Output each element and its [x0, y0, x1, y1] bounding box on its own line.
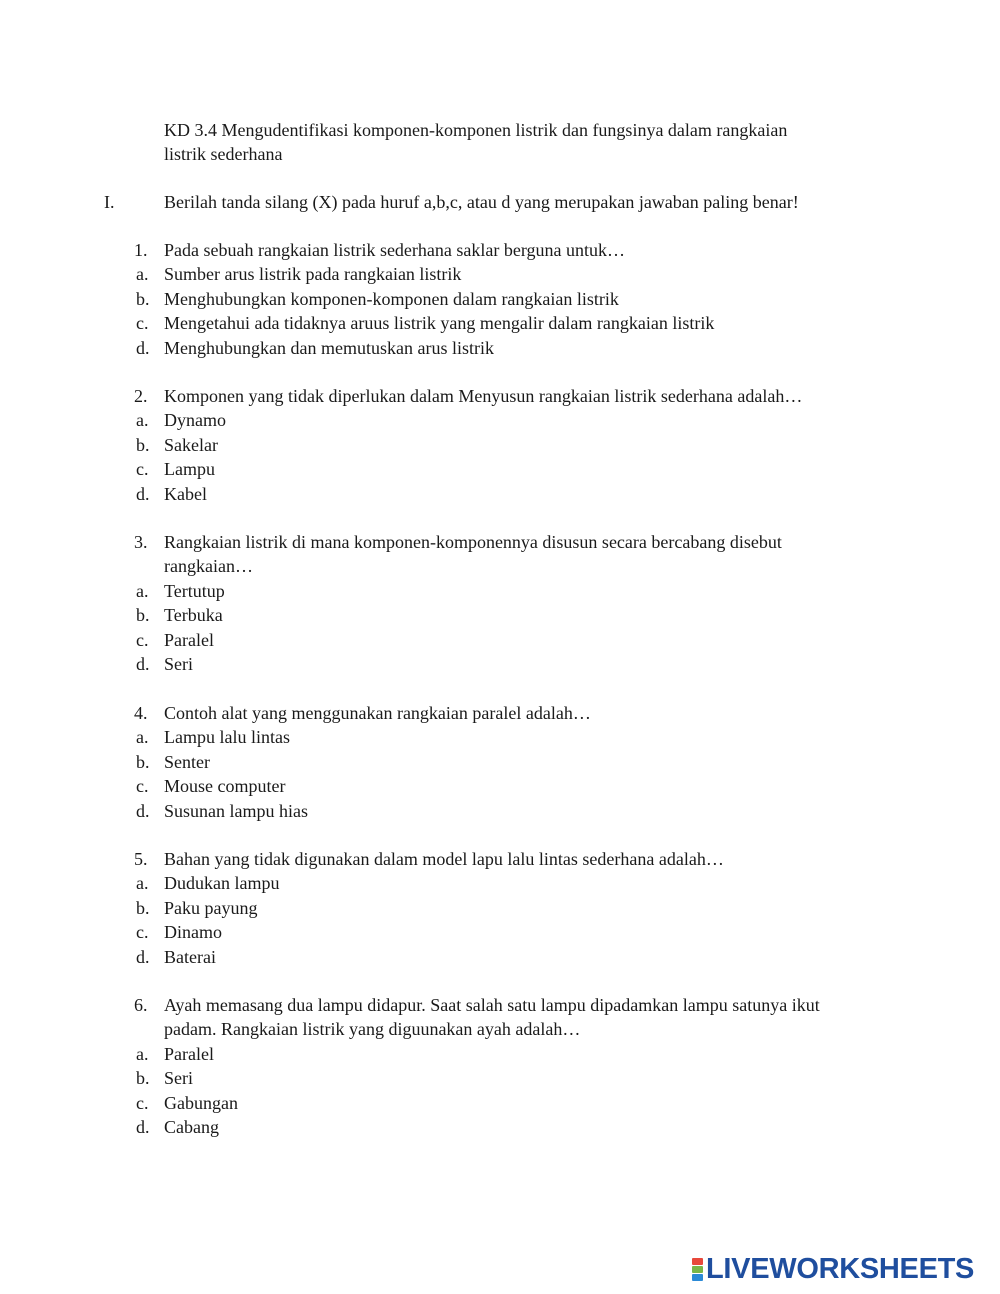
- question-line: [0, 384, 1000, 408]
- question-number: 4.: [134, 703, 148, 723]
- question-text: Ayah memasang dua lampu didapur. Saat salah satu lampu dipadamkan lampu satunya ikut: [164, 995, 820, 1015]
- option-letter: a.: [136, 1043, 149, 1064]
- competency-header: [164, 118, 864, 167]
- liveworksheets-logo: [692, 1254, 974, 1284]
- option-letter: d.: [136, 946, 150, 967]
- option-letter: b.: [136, 897, 150, 918]
- question-number: 5.: [134, 849, 148, 869]
- brand-text: LIVEWORKSHEETS: [706, 1253, 975, 1285]
- question-item: [0, 384, 1000, 506]
- answer-option[interactable]: [0, 1042, 1000, 1066]
- option-letter: d.: [136, 653, 150, 674]
- answer-option[interactable]: [0, 652, 1000, 676]
- answer-option[interactable]: [0, 1066, 1000, 1090]
- answer-option[interactable]: [0, 896, 1000, 920]
- option-letter: b.: [136, 605, 150, 626]
- option-letter: a.: [136, 727, 149, 748]
- option-text: Dudukan lampu: [164, 873, 280, 894]
- question-number: 6.: [134, 995, 148, 1015]
- answer-option[interactable]: [0, 287, 1000, 311]
- option-text: Mengetahui ada tidaknya aruus listrik yang mengalir dalam rangkaian listrik: [164, 313, 715, 334]
- logo-block: [692, 1266, 703, 1273]
- option-letter: a.: [136, 264, 149, 285]
- answer-option[interactable]: [0, 750, 1000, 774]
- option-letter: a.: [136, 580, 149, 601]
- question-text: Rangkaian listrik di mana komponen-komponennya disusun secara bercabang disebut: [164, 532, 782, 552]
- option-text: Seri: [164, 653, 193, 674]
- option-text: Cabang: [164, 1116, 219, 1137]
- option-letter: d.: [136, 337, 150, 358]
- option-text: Paku payung: [164, 897, 258, 918]
- answer-option[interactable]: [0, 725, 1000, 749]
- question-text: Contoh alat yang menggunakan rangkaian paralel adalah…: [164, 703, 591, 723]
- answer-option[interactable]: [0, 799, 1000, 823]
- option-text: Mouse computer: [164, 776, 286, 797]
- option-letter: c.: [136, 629, 149, 650]
- question-line: [0, 993, 1000, 1017]
- option-text: Susunan lampu hias: [164, 800, 308, 821]
- competency-line-2: listrik sederhana: [164, 144, 283, 165]
- answer-option[interactable]: [0, 774, 1000, 798]
- instruction-text: Berilah tanda silang (X) pada huruf a,b,c, atau d yang merupakan jawaban paling benar!: [164, 192, 799, 212]
- option-text: Paralel: [164, 1043, 214, 1064]
- question-number: 2.: [134, 386, 148, 406]
- liveworksheets-icon: [692, 1258, 703, 1281]
- option-letter: d.: [136, 483, 150, 504]
- question-item: [0, 701, 1000, 823]
- answer-option[interactable]: [0, 482, 1000, 506]
- option-letter: b.: [136, 434, 150, 455]
- option-letter: a.: [136, 873, 149, 894]
- option-letter: c.: [136, 313, 149, 334]
- question-number: 3.: [134, 532, 148, 552]
- question-text: Pada sebuah rangkaian listrik sederhana saklar berguna untuk…: [164, 240, 626, 260]
- question-item: [0, 993, 1000, 1139]
- answer-option[interactable]: [0, 262, 1000, 286]
- option-letter: d.: [136, 1116, 150, 1137]
- option-letter: a.: [136, 410, 149, 431]
- option-text: Terbuka: [164, 605, 223, 626]
- question-item: [0, 238, 1000, 360]
- option-text: Senter: [164, 751, 210, 772]
- answer-option[interactable]: [0, 433, 1000, 457]
- answer-option[interactable]: [0, 408, 1000, 432]
- answer-option[interactable]: [0, 945, 1000, 969]
- question-line: [0, 701, 1000, 725]
- option-text: Dinamo: [164, 922, 222, 943]
- answer-option[interactable]: [0, 336, 1000, 360]
- question-line: [0, 530, 1000, 554]
- answer-option[interactable]: [0, 871, 1000, 895]
- option-text: Gabungan: [164, 1092, 238, 1113]
- question-line: [0, 238, 1000, 262]
- option-text: Baterai: [164, 946, 216, 967]
- option-text: Tertutup: [164, 580, 225, 601]
- option-letter: b.: [136, 751, 150, 772]
- question-line: [0, 1017, 1000, 1041]
- option-text: Menghubungkan komponen-komponen dalam rangkaian listrik: [164, 288, 619, 309]
- answer-option[interactable]: [0, 628, 1000, 652]
- option-letter: c.: [136, 922, 149, 943]
- option-letter: c.: [136, 459, 149, 480]
- answer-option[interactable]: [0, 1091, 1000, 1115]
- logo-block: [692, 1274, 703, 1281]
- option-letter: b.: [136, 1068, 150, 1089]
- question-text: Bahan yang tidak digunakan dalam model lapu lalu lintas sederhana adalah…: [164, 849, 724, 869]
- answer-option[interactable]: [0, 579, 1000, 603]
- answer-option[interactable]: [0, 457, 1000, 481]
- question-number: 1.: [134, 240, 148, 260]
- option-text: Dynamo: [164, 410, 226, 431]
- option-text: Sakelar: [164, 434, 218, 455]
- option-letter: d.: [136, 800, 150, 821]
- option-text: Seri: [164, 1068, 193, 1089]
- option-text: Lampu lalu lintas: [164, 727, 290, 748]
- competency-line-1: KD 3.4 Mengudentifikasi komponen-komponen listrik dan fungsinya dalam rangkaian: [164, 120, 788, 140]
- option-text: Kabel: [164, 483, 207, 504]
- option-text: Sumber arus listrik pada rangkaian listrik: [164, 264, 462, 285]
- question-item: [0, 530, 1000, 676]
- question-text: rangkaian…: [164, 556, 253, 577]
- logo-block: [692, 1258, 703, 1265]
- option-text: Lampu: [164, 459, 215, 480]
- question-line: [0, 847, 1000, 871]
- answer-option[interactable]: [0, 603, 1000, 627]
- section-number: I.: [104, 192, 115, 212]
- option-text: Menghubungkan dan memutuskan arus listrik: [164, 337, 494, 358]
- question-text: Komponen yang tidak diperlukan dalam Menyusun rangkaian listrik sederhana adalah…: [164, 386, 803, 406]
- question-item: [0, 847, 1000, 969]
- question-line: [0, 554, 1000, 578]
- option-letter: b.: [136, 288, 150, 309]
- answer-option[interactable]: [0, 1115, 1000, 1139]
- option-text: Paralel: [164, 629, 214, 650]
- question-text: padam. Rangkaian listrik yang diguunakan ayah adalah…: [164, 1019, 581, 1040]
- option-letter: c.: [136, 776, 149, 797]
- answer-option[interactable]: [0, 920, 1000, 944]
- option-letter: c.: [136, 1092, 149, 1113]
- answer-option[interactable]: [0, 311, 1000, 335]
